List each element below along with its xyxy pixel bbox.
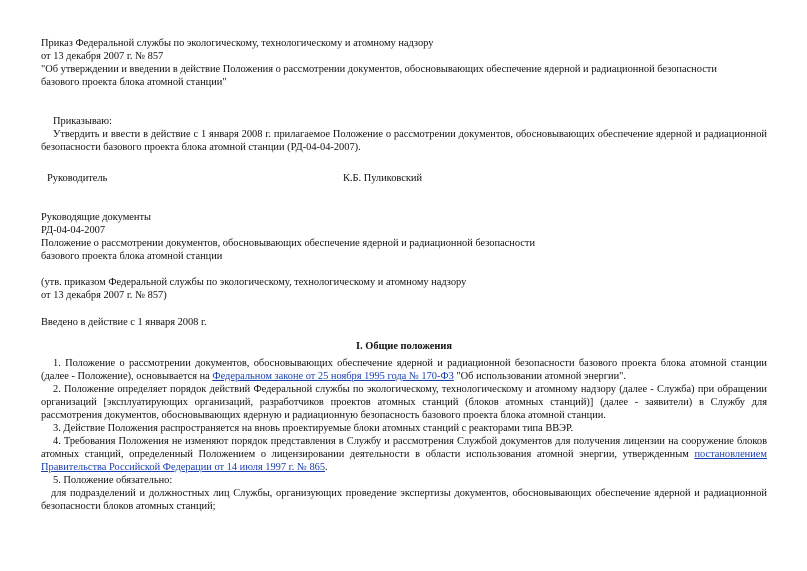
approval-line1: (утв. приказом Федеральной службы по экологическому, технологическому и атомному надзору: [41, 277, 467, 288]
paragraph-5: 5. Положение обязательно:: [53, 475, 173, 486]
paragraph-1-text: 1. Положение о рассмотрении документов, обосновывающих обеспечение ядерной и радиационной безопасности базового проекта блока атомной станции (далее - Положение), основывается на: [41, 358, 767, 382]
paragraph-4: [41, 435, 767, 474]
effective-date: [41, 316, 767, 329]
paragraph-1: [41, 357, 767, 383]
docinfo-title-line2: базового проекта блока атомной станции: [41, 251, 223, 262]
section-general: [41, 340, 767, 513]
header-issuer: Приказ Федеральной службы по экологическому, технологическому и атомному надзору: [41, 38, 434, 49]
signature-role: Руководитель: [47, 173, 108, 184]
paragraph-6: для подразделений и должностных лиц Службы, организующих проведение экспертизы документов, обосновывающих обеспечение ядерной и радиационной безопасности блоков атомных станций;: [41, 488, 767, 512]
document-info: [41, 211, 767, 263]
paragraph-2: 2. Положение определяет порядок действий Федеральной службы по экологическому, технологическому и атомному надзору (далее - Служба) при обращении организаций [эксплуатирующих организаций, разработчиков проектов атомных станций (блоков атомных станций)] (далее - заявители) в Службу для рассмотрения документов, обосновывающих ядерную и радиационную безопасность базового проекта блока атомной станции.: [41, 384, 767, 421]
docinfo-type: Руководящие документы: [41, 212, 151, 223]
federal-law-link[interactable]: Федеральном законе от 25 ноября 1995 года № 170-ФЗ: [212, 371, 454, 382]
order-label: Приказываю:: [53, 116, 112, 127]
section-heading: I. Общие положения: [356, 341, 452, 352]
docinfo-title-line1: Положение о рассмотрении документов, обосновывающих обеспечение ядерной и радиационной безопасности: [41, 238, 536, 249]
paragraph-3: 3. Действие Положения распространяется на вновь проектируемые блоки атомных станций с реакторами типа ВВЭР.: [53, 423, 574, 434]
approval-line2: от 13 декабря 2007 г. № 857): [41, 290, 167, 301]
header-title-line1: "Об утверждении и введении в действие Положения о рассмотрении документов, обосновывающих обеспечение ядерной и радиационной безопасности: [41, 64, 717, 75]
signature-name: К.Б. Пуликовский: [343, 173, 423, 184]
paragraph-1-tail: "Об использовании атомной энергии".: [453, 371, 626, 382]
approval-note: [41, 276, 767, 302]
order-text: Утвердить и ввести в действие с 1 января 2008 г. прилагаемое Положение о рассмотрении документов, обосновывающих обеспечение ядерной и радиационной безопасности базового проекта блока атомной станции (РД-04-04-2007).: [41, 129, 767, 153]
document-header: [41, 37, 767, 89]
paragraph-4-tail: .: [325, 462, 328, 473]
order-section: [41, 115, 767, 154]
header-date: от 13 декабря 2007 г. № 857: [41, 51, 164, 62]
government-decree-link[interactable]: постановлением Правительства Российской Федерации от 14 июля 1997 г. № 865: [41, 449, 767, 473]
paragraph-4-text: 4. Требования Положения не изменяют порядок представления в Службу и рассмотрения Службой документов для получения лицензии на сооружение блоков атомных станций, определенный Положением о лицензировании деятельности в области использования атомной энергии, утвержденным: [41, 436, 767, 460]
header-title-line2: базового проекта блока атомной станции": [41, 77, 227, 88]
docinfo-code: РД-04-04-2007: [41, 225, 106, 236]
effective-date-text: Введено в действие с 1 января 2008 г.: [41, 317, 207, 328]
